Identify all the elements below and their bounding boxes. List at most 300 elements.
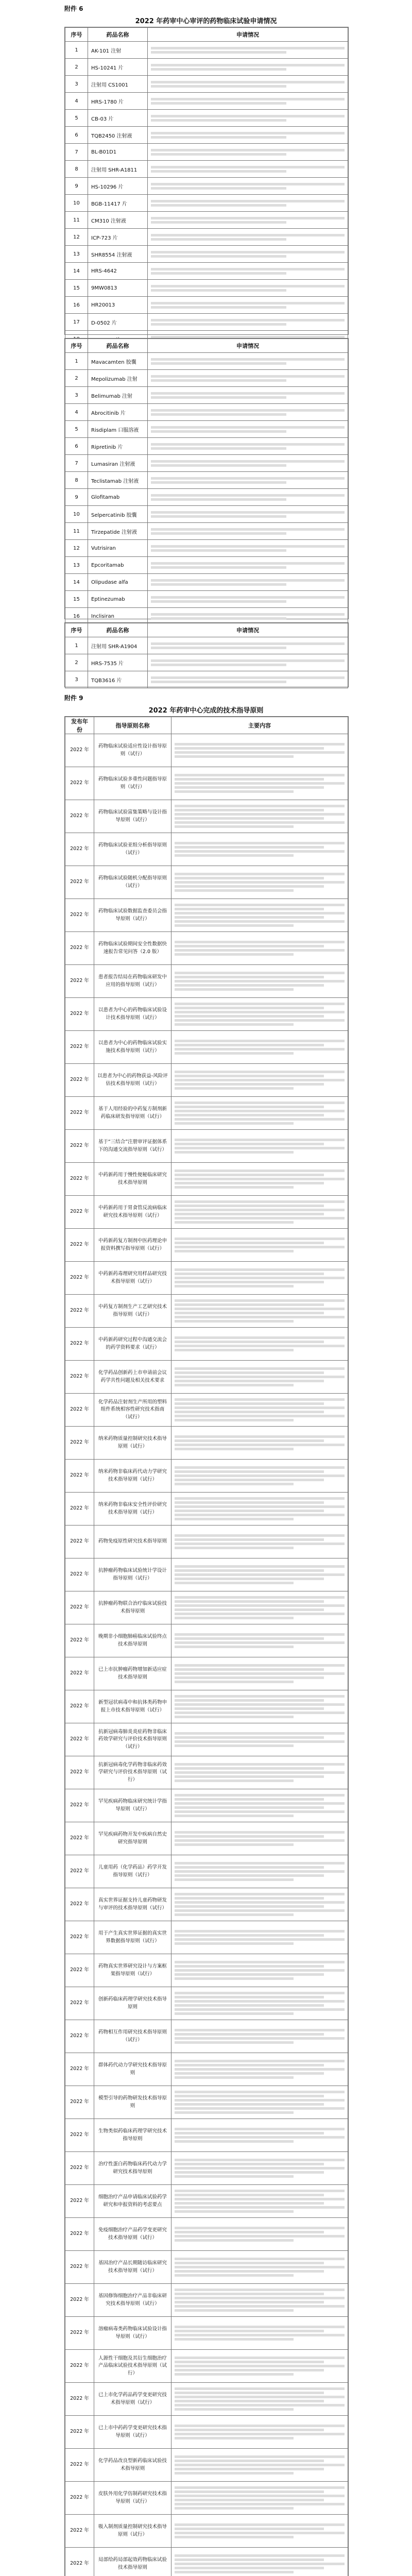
application-details [148, 438, 348, 455]
illegible-text-line [175, 1101, 345, 1104]
illegible-text-line [151, 285, 345, 287]
illegible-text-line [175, 2338, 294, 2341]
table-row [65, 2185, 348, 2218]
row-number: 14 [65, 574, 88, 591]
guideline-name: 中药新药用于胃食管反流病临床研究技术指导原则（试行） [94, 1196, 171, 1229]
illegible-text-line [175, 2357, 345, 2359]
drug-name: 注射用 SHR-A1904 [88, 637, 148, 654]
illegible-text-line [175, 1897, 324, 1900]
table-row [65, 523, 348, 540]
illegible-text-line [151, 149, 345, 151]
illegible-text-line [175, 2140, 294, 2143]
guideline-name: 药物临床试验适应性设计指导原则（试行） [94, 734, 171, 767]
illegible-text-line [175, 2369, 324, 2371]
drug-name: Mavacamten 胶囊 [88, 353, 148, 370]
row-number: 1 [65, 637, 88, 654]
illegible-text-line [175, 1316, 345, 1318]
application-details [148, 76, 348, 93]
publish-year: 2022 年 [65, 1163, 94, 1196]
illegible-text-line [175, 1044, 324, 1046]
illegible-text-line [151, 515, 286, 518]
row-number: 11 [65, 523, 88, 540]
header-info: 申请情况 [148, 28, 348, 42]
illegible-text-line [151, 566, 286, 569]
illegible-text-line [175, 2472, 294, 2475]
illegible-text-line [175, 2210, 294, 2213]
table-row [65, 2548, 348, 2576]
guideline-summary [171, 1130, 348, 1163]
illegible-text-line [175, 1870, 345, 1873]
illegible-text-line [175, 1641, 345, 1644]
publish-year: 2022 年 [65, 734, 94, 767]
table-row [65, 1987, 348, 2020]
publish-year: 2022 年 [65, 767, 94, 800]
table-row [65, 2020, 348, 2053]
illegible-text-line [175, 2532, 345, 2534]
illegible-text-line [175, 2037, 345, 2040]
guideline-name: 药物真实世界研究设计与方案框架指导原则（试行） [94, 1954, 171, 1987]
table-row [65, 76, 348, 93]
illegible-text-line [175, 1996, 324, 1998]
guideline-summary [171, 1624, 348, 1657]
header-name: 药品名称 [88, 28, 148, 42]
illegible-text-line [175, 2499, 324, 2501]
illegible-text-line [175, 1681, 294, 1683]
row-number: 12 [65, 229, 88, 246]
publish-year: 2022 年 [65, 1427, 94, 1460]
guideline-summary [171, 932, 348, 965]
table-row [65, 387, 348, 404]
table-row [65, 127, 348, 144]
table-row [65, 591, 348, 608]
row-number: 4 [65, 93, 88, 110]
illegible-text-line [175, 1419, 294, 1421]
publish-year: 2022 年 [65, 1756, 94, 1789]
table-row [65, 161, 348, 178]
header-num: 序号 [65, 623, 88, 637]
illegible-text-line [175, 2460, 324, 2462]
header-num: 序号 [65, 339, 88, 353]
table-row [65, 1756, 348, 1789]
illegible-text-line [175, 805, 345, 807]
table-row [65, 2482, 348, 2515]
publish-year: 2022 年 [65, 1295, 94, 1328]
illegible-text-line [175, 2392, 324, 2394]
illegible-text-line [151, 379, 286, 382]
illegible-text-line [175, 1483, 294, 1485]
illegible-text-line [175, 2554, 345, 2557]
application-details [148, 110, 348, 127]
drug-name: BL-B01D1 [88, 144, 148, 161]
row-number: 4 [65, 404, 88, 421]
row-number: 5 [65, 110, 88, 127]
guideline-name: 溶瘤病毒类药物临床试验设计指导原则（试行） [94, 2317, 171, 2350]
row-number: 11 [65, 212, 88, 229]
illegible-text-line [175, 1763, 345, 1766]
guideline-name: 抗新冠病毒肺炎炎症药物非临床药效学研究与评价技术指导原则（试行） [94, 1723, 171, 1756]
guideline-summary [171, 1031, 348, 1064]
illegible-text-line [151, 583, 286, 586]
illegible-text-line [151, 136, 286, 139]
publish-year: 2022 年 [65, 1624, 94, 1657]
table-row [65, 178, 348, 195]
table-row [65, 800, 348, 833]
drug-name: TQB3616 片 [88, 671, 148, 688]
illegible-text-line [175, 1798, 324, 1801]
table-row [65, 2350, 348, 2383]
illegible-text-line [175, 2289, 345, 2291]
illegible-text-line [175, 1744, 294, 1747]
illegible-text-line [175, 1901, 345, 1904]
guideline-name: 药物临床试验多重性问题指导原则（试行） [94, 767, 171, 800]
illegible-text-line [175, 1518, 294, 1520]
guideline-name: 纳米药物质量控制研究技术指导原则（试行） [94, 1427, 171, 1460]
table-row [65, 734, 348, 767]
illegible-text-line [175, 2012, 294, 2015]
illegible-text-line [175, 842, 345, 844]
illegible-text-line [175, 1250, 294, 1252]
illegible-text-line [175, 850, 345, 853]
publish-year: 2022 年 [65, 2449, 94, 2482]
illegible-text-line [151, 64, 345, 66]
illegible-text-line [175, 2528, 324, 2530]
publish-year: 2022 年 [65, 1064, 94, 1097]
publish-year: 2022 年 [65, 2020, 94, 2053]
annex-7-table [64, 338, 349, 619]
guideline-summary [171, 1789, 348, 1822]
guideline-name: 患者报告结局在药物临床研发中应用的指导原则（试行） [94, 965, 171, 998]
drug-name: Epcoritamab [88, 557, 148, 574]
illegible-text-line [175, 1672, 345, 1675]
publish-year: 2022 年 [65, 1262, 94, 1295]
illegible-text-line [175, 1170, 345, 1172]
guideline-summary [171, 2383, 348, 2416]
illegible-text-line [151, 562, 345, 565]
illegible-text-line [175, 2262, 324, 2264]
application-details [148, 297, 348, 314]
drug-name: HRS-1780 片 [88, 93, 148, 110]
illegible-text-line [175, 1308, 345, 1310]
illegible-text-line [151, 481, 286, 484]
table-row [65, 2515, 348, 2548]
illegible-text-line [175, 1147, 345, 1149]
illegible-text-line [175, 1122, 294, 1125]
application-details [148, 591, 348, 608]
guideline-name: 纳米药物非临床药代动力学研究技术指导原则（试行） [94, 1460, 171, 1493]
illegible-text-line [175, 1815, 294, 1817]
row-number: 10 [65, 195, 88, 212]
guideline-name: 罕见疾病药物临床研究统计学指导原则（试行） [94, 1789, 171, 1822]
publish-year: 2022 年 [65, 1196, 94, 1229]
application-details [148, 489, 348, 506]
publish-year: 2022 年 [65, 965, 94, 998]
illegible-text-line [175, 1905, 324, 1908]
illegible-text-line [175, 1565, 345, 1568]
illegible-text-line [175, 2227, 345, 2229]
illegible-text-line [175, 2206, 345, 2209]
row-number: 6 [65, 127, 88, 144]
illegible-text-line [151, 183, 345, 185]
illegible-text-line [175, 1205, 324, 1207]
illegible-text-line [175, 1281, 324, 1283]
illegible-text-line [175, 2128, 345, 2130]
row-number: 1 [65, 42, 88, 59]
illegible-text-line [175, 1538, 324, 1541]
illegible-text-line [175, 2033, 324, 2036]
illegible-text-line [175, 2266, 345, 2268]
illegible-text-line [151, 460, 345, 463]
illegible-text-line [175, 1676, 324, 1679]
illegible-text-line [151, 511, 345, 514]
illegible-text-line [151, 166, 345, 168]
guideline-summary [171, 1558, 348, 1591]
illegible-text-line [175, 2163, 324, 2165]
drug-name: D-0502 片 [88, 314, 148, 331]
application-details [148, 178, 348, 195]
guideline-summary [171, 767, 348, 800]
illegible-text-line [175, 1003, 345, 1005]
drug-name: Ripretinib 片 [88, 438, 148, 455]
illegible-text-line [175, 2171, 324, 2174]
illegible-text-line [175, 1839, 345, 1842]
illegible-text-line [175, 1448, 294, 1450]
row-number: 9 [65, 178, 88, 195]
illegible-text-line [175, 1209, 345, 1211]
illegible-text-line [175, 1213, 324, 1215]
illegible-text-line [175, 1439, 324, 1442]
illegible-text-line [175, 2175, 294, 2178]
table-row [65, 1295, 348, 1328]
publish-year: 2022 年 [65, 1954, 94, 1987]
illegible-text-line [175, 1475, 345, 1477]
publish-year: 2022 年 [65, 1888, 94, 1921]
illegible-text-line [175, 1277, 345, 1279]
illegible-text-line [175, 1604, 345, 1607]
illegible-text-line [175, 1862, 345, 1865]
illegible-text-line [175, 786, 324, 789]
illegible-text-line [151, 647, 286, 649]
illegible-text-line [175, 1384, 294, 1386]
illegible-text-line [175, 1547, 294, 1549]
application-details [148, 455, 348, 472]
illegible-text-line [175, 2103, 324, 2106]
row-number: 16 [65, 608, 88, 625]
illegible-text-line [175, 976, 324, 978]
illegible-text-line [175, 1285, 294, 1287]
publish-year: 2022 年 [65, 1723, 94, 1756]
illegible-text-line [151, 413, 286, 416]
guideline-name: 局部给药局部起效药物临床试验技术指导原则 [94, 2548, 171, 2576]
annex-6-header-row [65, 28, 348, 42]
guideline-name: 基因修饰细胞治疗产品非临床研究技术指导原则（试行） [94, 2284, 171, 2317]
illegible-text-line [175, 1143, 324, 1145]
guideline-summary [171, 2053, 348, 2086]
annex-6-table [64, 27, 349, 335]
illegible-text-line [175, 2507, 294, 2510]
illegible-text-line [175, 2330, 324, 2332]
drug-name: HRS-4642 [88, 263, 148, 280]
publish-year: 2022 年 [65, 1657, 94, 1690]
illegible-text-line [175, 821, 345, 824]
illegible-text-line [175, 1087, 294, 1090]
illegible-text-line [175, 984, 324, 987]
illegible-text-line [175, 2408, 294, 2411]
illegible-text-line [175, 1299, 345, 1302]
row-number: 5 [65, 421, 88, 438]
guideline-summary [171, 1295, 348, 1328]
guideline-summary [171, 2020, 348, 2053]
illegible-text-line [151, 642, 345, 645]
illegible-text-line [175, 2400, 324, 2402]
illegible-text-line [175, 972, 345, 974]
application-details [148, 671, 348, 688]
illegible-text-line [175, 2167, 345, 2170]
table-row [65, 1361, 348, 1394]
guideline-summary [171, 965, 348, 998]
table-row [65, 1460, 348, 1493]
illegible-text-line [175, 1238, 345, 1240]
illegible-text-line [175, 1699, 324, 1702]
table-row [65, 1855, 348, 1888]
guideline-summary [171, 1394, 348, 1427]
table-row [65, 2152, 348, 2185]
publish-year: 2022 年 [65, 2416, 94, 2449]
table-row [65, 2251, 348, 2284]
illegible-text-line [175, 1466, 345, 1469]
illegible-text-line [175, 1514, 345, 1516]
illegible-text-line [175, 1668, 324, 1671]
illegible-text-line [151, 132, 345, 134]
illegible-text-line [175, 2464, 345, 2466]
illegible-text-line [175, 1435, 345, 1438]
illegible-text-line [175, 2190, 345, 2192]
publish-year: 2022 年 [65, 1526, 94, 1558]
guideline-name: 化学药品改良型新药临床试验技术指导原则 [94, 2449, 171, 2482]
illegible-text-line [151, 170, 286, 173]
application-details [148, 353, 348, 370]
drug-name: BGB-11417 片 [88, 195, 148, 212]
publish-year: 2022 年 [65, 932, 94, 965]
illegible-text-line [175, 2091, 345, 2093]
illegible-text-line [175, 2000, 345, 2003]
illegible-text-line [175, 755, 294, 758]
illegible-text-line [175, 782, 345, 785]
table-row [65, 2284, 348, 2317]
guideline-name: 药物相互作用研究技术指导原则（试行） [94, 2020, 171, 2053]
illegible-text-line [175, 1110, 345, 1112]
drug-name: Inclisiran [88, 608, 148, 625]
illegible-text-line [151, 68, 286, 71]
guideline-summary [171, 1756, 348, 1789]
guideline-name: 免疫细胞治疗产品药学变更研究技术指导原则（试行） [94, 2218, 171, 2251]
illegible-text-line [175, 2239, 294, 2242]
illegible-text-line [175, 1794, 345, 1797]
table-row [65, 1262, 348, 1295]
illegible-text-line [175, 1376, 345, 1378]
illegible-text-line [175, 2258, 345, 2260]
illegible-text-line [175, 1573, 345, 1576]
drug-name: HS-10296 片 [88, 178, 148, 195]
header-name: 药品名称 [88, 623, 148, 637]
guideline-name: 基因治疗产品长期随访临床研究技术指导原则（试行） [94, 2251, 171, 2284]
table-row [65, 833, 348, 866]
illegible-text-line [175, 873, 345, 875]
guideline-name: 用于产生真实世界证据的真实世界数据指导原则（试行） [94, 1921, 171, 1954]
drug-name: Olipudase alfa [88, 574, 148, 591]
application-details [148, 370, 348, 387]
table-row [65, 110, 348, 127]
illegible-text-line [175, 2198, 345, 2200]
row-number: 7 [65, 144, 88, 161]
application-details [148, 540, 348, 557]
illegible-text-line [175, 1973, 324, 1976]
illegible-text-line [151, 545, 345, 548]
table-row [65, 1163, 348, 1196]
annex-9-header-row [65, 717, 348, 734]
illegible-text-line [151, 289, 286, 292]
drug-name: Vutrisiran [88, 540, 148, 557]
row-number: 3 [65, 671, 88, 688]
guideline-summary [171, 2284, 348, 2317]
illegible-text-line [175, 877, 324, 879]
publish-year: 2022 年 [65, 2284, 94, 2317]
illegible-text-line [175, 1569, 324, 1572]
publish-year: 2022 年 [65, 2251, 94, 2284]
illegible-text-line [175, 2433, 345, 2435]
publish-year: 2022 年 [65, 2515, 94, 2548]
guideline-summary [171, 2251, 348, 2284]
drug-name: HS-10241 片 [88, 59, 148, 76]
illegible-text-line [175, 1023, 294, 1026]
illegible-text-line [175, 941, 345, 943]
illegible-text-line [175, 1200, 345, 1203]
table-row [65, 2416, 348, 2449]
table-row [65, 540, 348, 557]
table-row [65, 2218, 348, 2251]
illegible-text-line [175, 1878, 294, 1881]
illegible-text-line [175, 1977, 294, 1980]
illegible-text-line [151, 579, 345, 582]
row-number: 17 [65, 314, 88, 331]
illegible-text-line [175, 2571, 294, 2573]
publish-year: 2022 年 [65, 1097, 94, 1130]
table-row [65, 767, 348, 800]
application-details [148, 523, 348, 540]
illegible-text-line [175, 1740, 345, 1743]
illegible-text-line [175, 2361, 324, 2363]
illegible-text-line [175, 1007, 324, 1009]
illegible-text-line [175, 2060, 345, 2062]
illegible-text-line [175, 2455, 345, 2458]
table-row [65, 438, 348, 455]
illegible-text-line [175, 778, 324, 781]
illegible-text-line [151, 494, 345, 497]
table-row [65, 671, 348, 688]
illegible-text-line [175, 1083, 324, 1086]
guideline-summary [171, 1888, 348, 1921]
illegible-text-line [175, 1015, 324, 1018]
guideline-summary [171, 1987, 348, 2020]
illegible-text-line [175, 1942, 294, 1945]
guideline-summary [171, 1921, 348, 1954]
application-details [148, 280, 348, 297]
guideline-summary [171, 1723, 348, 1756]
illegible-text-line [175, 2095, 324, 2097]
guideline-name: 中药新药毒理研究用样品研究技术指导原则（试行） [94, 1262, 171, 1295]
illegible-text-line [175, 825, 294, 828]
guideline-summary [171, 1361, 348, 1394]
application-details [148, 59, 348, 76]
